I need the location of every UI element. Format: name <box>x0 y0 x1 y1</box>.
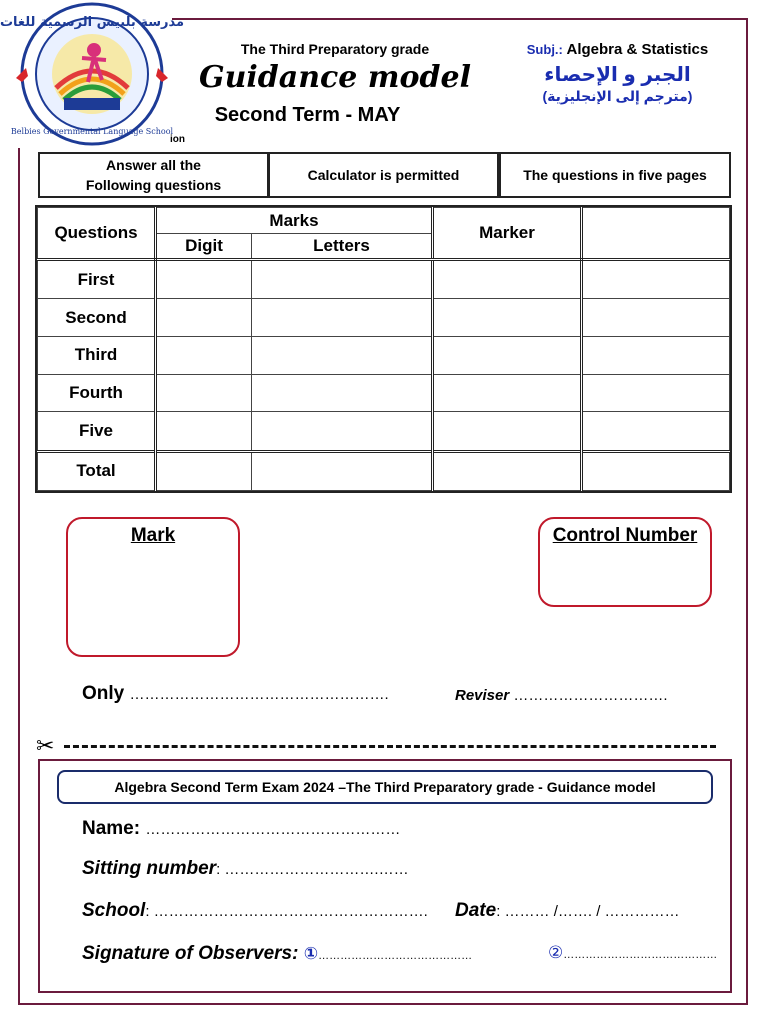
header-questions: Questions <box>38 208 156 260</box>
table-row <box>38 374 730 412</box>
letters-cell[interactable] <box>252 260 433 299</box>
signature-field <box>82 943 472 965</box>
signature-label: Signature of Observers <box>82 943 293 964</box>
digit-cell[interactable] <box>156 374 252 412</box>
school-field <box>82 900 428 922</box>
mark-box[interactable] <box>66 517 240 657</box>
row-label: Fourth <box>38 374 156 412</box>
frame-bottom-border <box>18 1003 748 1005</box>
letters-cell[interactable] <box>252 299 433 337</box>
date-label: Date <box>455 900 497 921</box>
truncated-text: ion <box>170 134 185 145</box>
observer-2-icon: ② <box>548 943 564 962</box>
header-digit: Digit <box>156 234 252 260</box>
frame-top-border <box>172 18 748 20</box>
digit-cell[interactable] <box>156 260 252 299</box>
total-marker-cell[interactable] <box>433 451 582 490</box>
total-row <box>38 451 730 490</box>
digit-cell[interactable] <box>156 299 252 337</box>
total-letters-cell[interactable] <box>252 451 433 490</box>
frame-right-border <box>746 18 748 1004</box>
name-dots[interactable]: …………………………………………… <box>145 821 401 838</box>
name-label: Name: <box>82 818 141 839</box>
control-number-box[interactable] <box>538 517 712 607</box>
header-blank <box>582 208 730 260</box>
only-label: Only <box>82 683 125 704</box>
date-dots[interactable]: : ……… /……. / …………… <box>496 903 680 920</box>
name-field <box>82 818 400 840</box>
observer-1-icon: ① <box>303 944 319 963</box>
marker-cell[interactable] <box>433 374 582 412</box>
extra-cell[interactable] <box>582 412 730 451</box>
extra-cell[interactable] <box>582 374 730 412</box>
instructions-line-1: Answer all the <box>106 157 201 173</box>
only-field <box>82 683 389 705</box>
instructions-line-2: Following questions <box>85 177 222 193</box>
table-row <box>38 336 730 374</box>
header-marker: Marker <box>433 208 582 260</box>
digit-cell[interactable] <box>156 336 252 374</box>
marks-table <box>35 205 732 493</box>
total-digit-cell[interactable] <box>156 451 252 490</box>
mark-box-title: Mark <box>130 525 176 546</box>
row-label: Five <box>38 412 156 451</box>
subject-label: Subj.: <box>526 42 563 57</box>
reviser-field <box>455 687 668 704</box>
school-dots[interactable]: : ………………………………………………. <box>145 903 428 920</box>
header-letters: Letters <box>252 234 433 260</box>
grade-heading: The Third Preparatory grade <box>240 41 430 57</box>
dashed-line <box>64 745 716 748</box>
letters-cell[interactable] <box>252 412 433 451</box>
total-label: Total <box>38 451 156 490</box>
subject-name: Algebra & Statistics <box>566 41 709 58</box>
logo-text-bottom: Belbies Governmental Language School <box>10 127 174 136</box>
marker-cell[interactable] <box>433 336 582 374</box>
extra-cell[interactable] <box>582 336 730 374</box>
school-label: School <box>82 900 146 921</box>
digit-cell[interactable] <box>156 412 252 451</box>
reviser-dots[interactable]: …………………………. <box>513 687 668 704</box>
sitting-label: Sitting number <box>82 858 217 879</box>
subject-arabic-note: (مترجم إلى الإنجليزية) <box>542 88 693 104</box>
marker-cell[interactable] <box>433 412 582 451</box>
sitting-dots[interactable]: : ………………………….…… <box>216 861 409 878</box>
signature-sep: : <box>292 943 299 964</box>
marker-cell[interactable] <box>433 299 582 337</box>
logo-text-top: مدرسة بلبيس الرسمية للغات <box>0 15 185 30</box>
instructions-box <box>38 152 269 198</box>
total-extra-cell[interactable] <box>582 451 730 490</box>
table-row <box>38 299 730 337</box>
extra-cell[interactable] <box>582 260 730 299</box>
letters-cell[interactable] <box>252 336 433 374</box>
frame-left-border <box>18 148 20 1005</box>
row-label: First <box>38 260 156 299</box>
page-title: Guidance model <box>198 60 472 95</box>
pages-box: The questions in five pages <box>499 152 731 198</box>
table-row <box>38 260 730 299</box>
calculator-box: Calculator is permitted <box>268 152 499 198</box>
date-field <box>455 900 680 922</box>
letters-cell[interactable] <box>252 374 433 412</box>
row-label: Second <box>38 299 156 337</box>
observer-1-dots[interactable]: …………………………………… <box>318 950 473 962</box>
cut-line <box>36 734 716 758</box>
exam-banner: Algebra Second Term Exam 2024 –The Third Preparatory grade - Guidance model <box>57 770 713 804</box>
observer-2-field <box>548 943 717 963</box>
term-heading: Second Term - MAY <box>214 104 401 126</box>
observer-2-dots[interactable]: …………………………………… <box>563 949 718 961</box>
extra-cell[interactable] <box>582 299 730 337</box>
reviser-label: Reviser <box>455 687 510 704</box>
subject-heading <box>500 41 735 58</box>
marker-cell[interactable] <box>433 260 582 299</box>
sitting-number-field <box>82 858 409 880</box>
scissors-icon: ✂ <box>36 733 55 758</box>
row-label: Third <box>38 336 156 374</box>
table-row <box>38 412 730 451</box>
only-dots[interactable]: ……………………………………………. <box>129 686 389 703</box>
header-marks: Marks <box>156 208 433 234</box>
subject-arabic: الجبر و الإحصاء <box>544 64 691 86</box>
control-number-title: Control Number <box>552 525 698 546</box>
